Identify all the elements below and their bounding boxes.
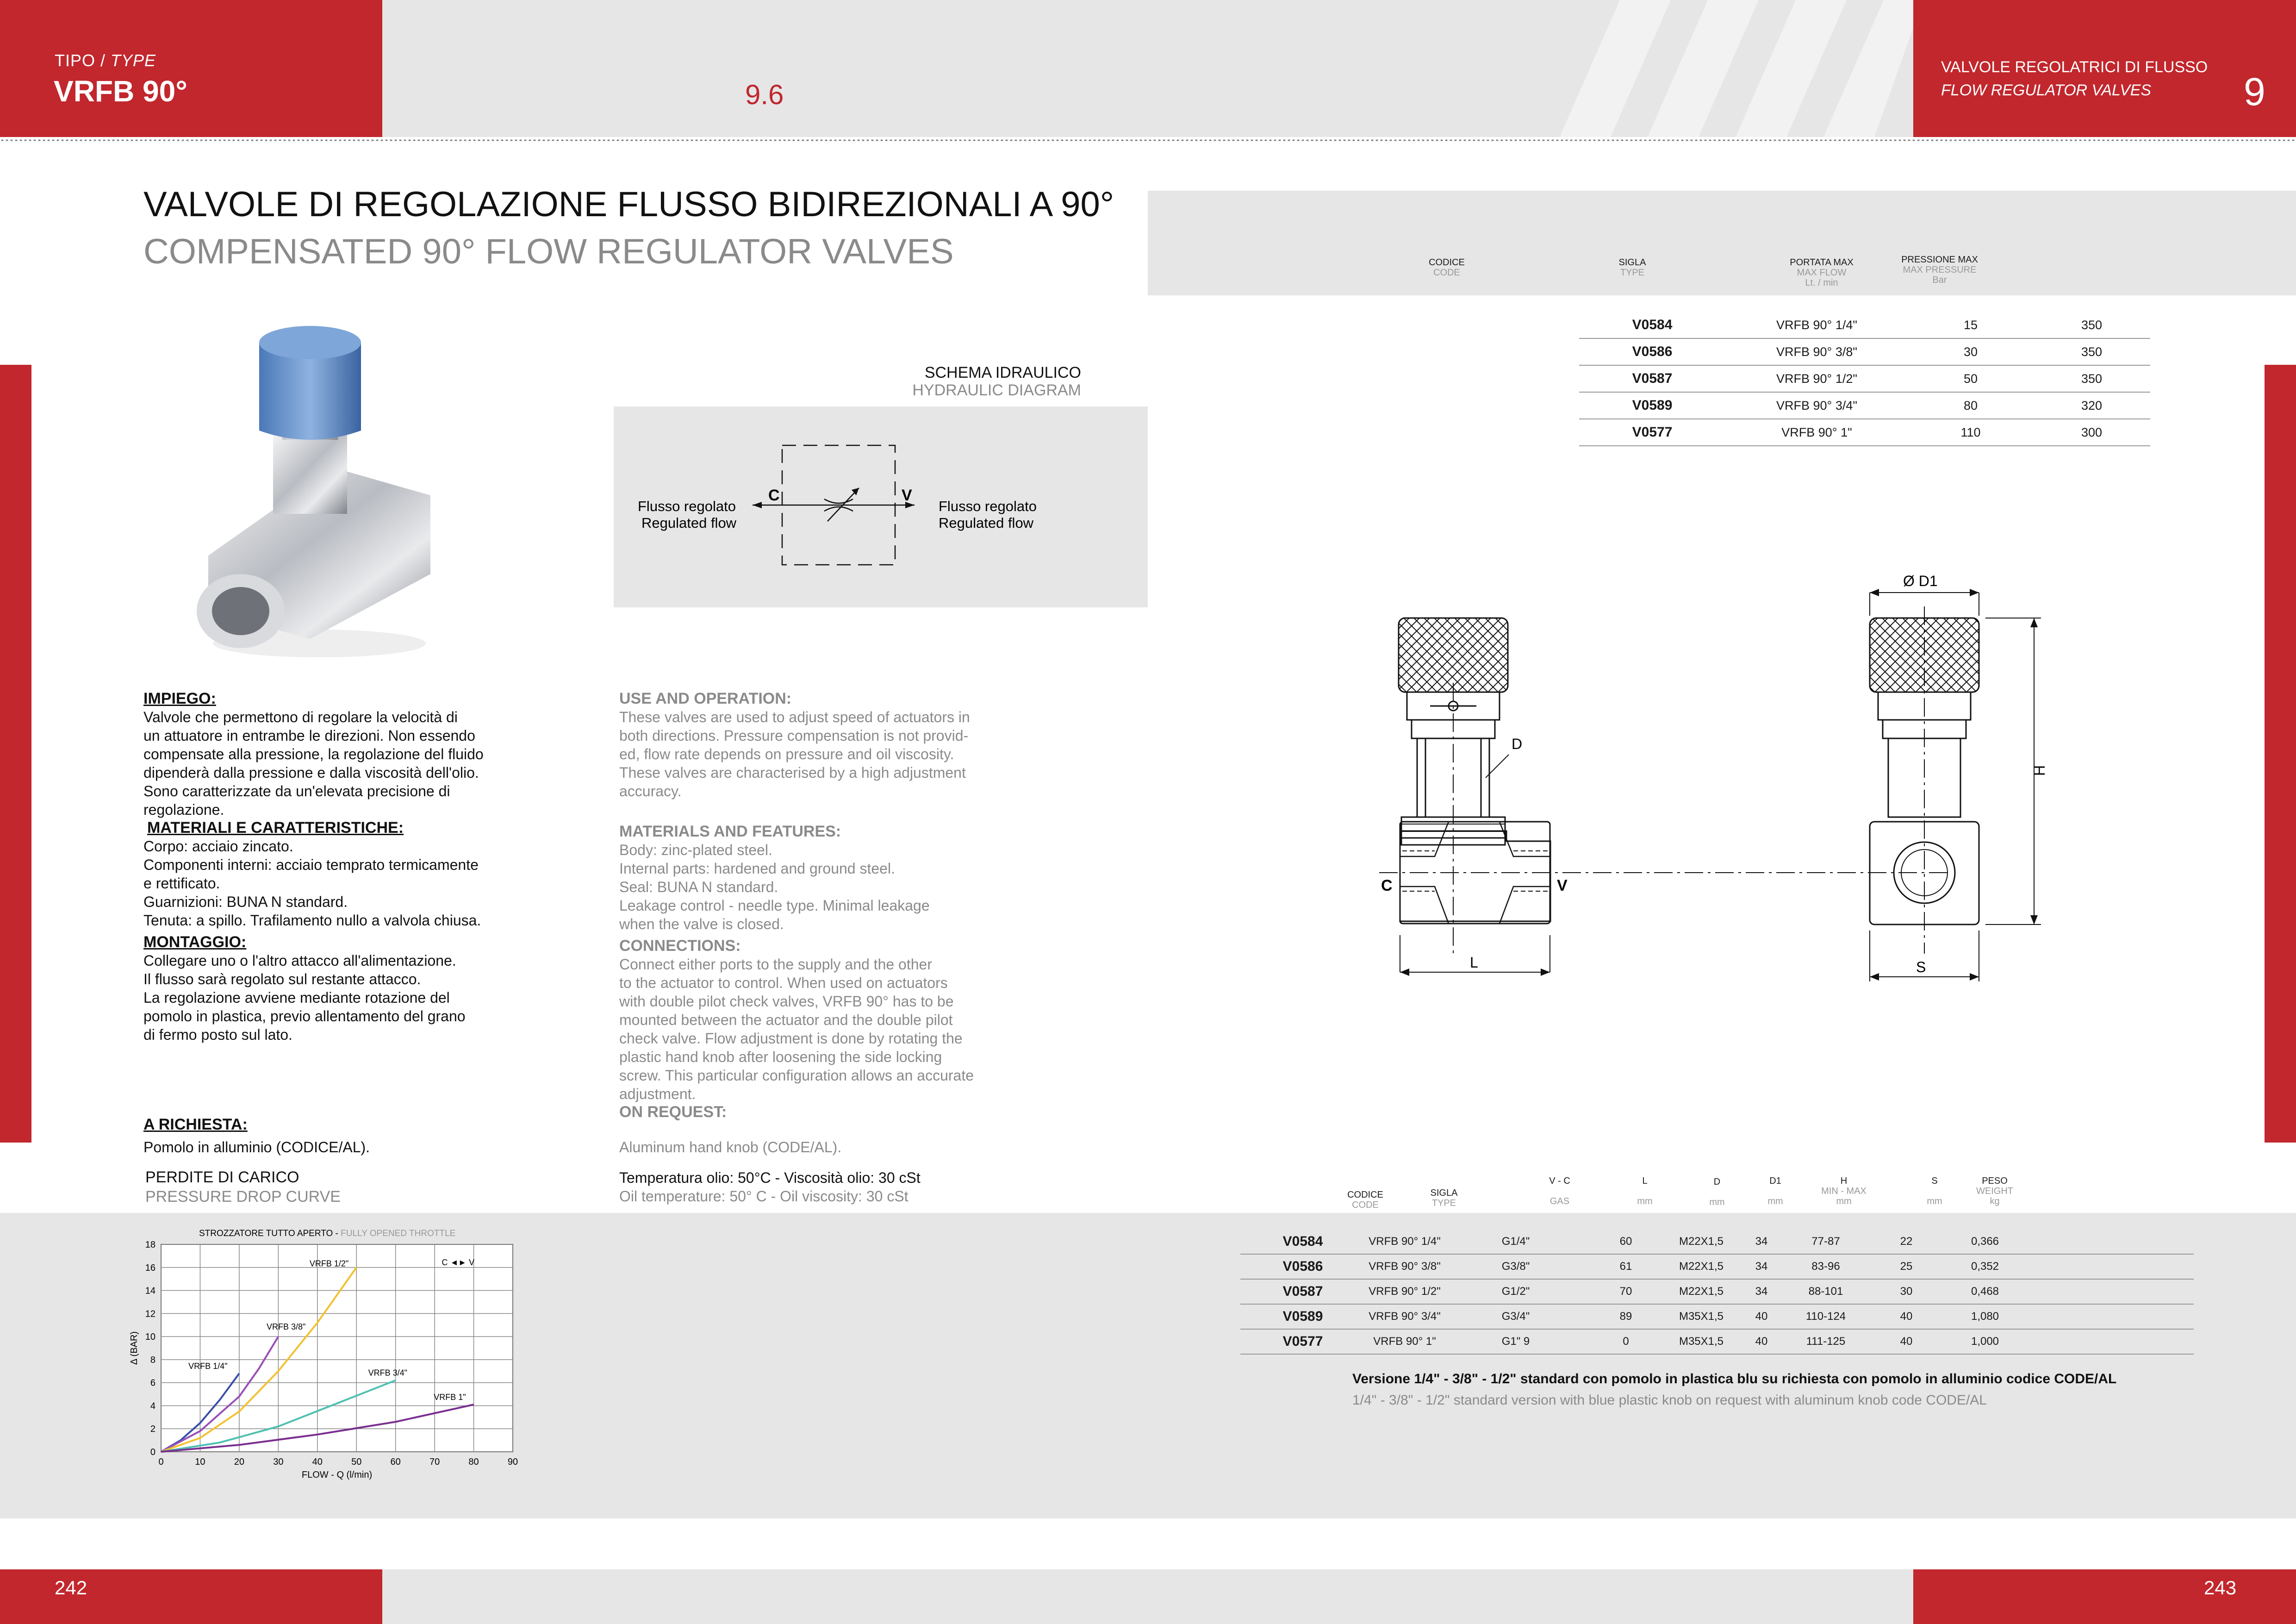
chart-x-tick-label: 80 — [468, 1457, 479, 1467]
table2-spacer — [2024, 1230, 2194, 1254]
mount-heading-it: MONTAGGIO: — [143, 933, 247, 951]
table2-cell-code: V0584 — [1240, 1230, 1365, 1254]
use-text-en: These valves are used to adjust speed of actuators in both directions. Pressure compensation is not provid- ed, flow rate depends on pressure and oil viscosity. These valves are characterised by a high adjustment accuracy. — [619, 709, 970, 800]
table2-cell-d1: 34 — [1738, 1230, 1785, 1254]
request-text-it: Pomolo in alluminio (CODICE/AL). — [143, 1139, 370, 1156]
table2-cell-type: VRFB 90° 3/8" — [1365, 1254, 1444, 1279]
table2-cell-d1: 40 — [1738, 1304, 1785, 1329]
chart-x-tick-label: 20 — [234, 1457, 245, 1467]
table2-header-l: L mm — [1637, 1176, 1653, 1206]
header-category-en: FLOW REGULATOR VALVES — [1941, 81, 2152, 99]
hydraulic-right-label-en: Regulated flow — [939, 515, 1034, 531]
connections-text-en: Connect either ports to the supply and the other to the actuator to control. When used on actuators with double pilot check valves, VRFB 90° has to be mounted between the actuator and the double pilot check valve. Flow adjustment is done by rotating the plastic hand knob after loosening the side locking screw. This particular configuration allows an accurate adjustment. — [619, 956, 974, 1102]
table1-cell-type: VRFB 90° 1/2" — [1725, 365, 1908, 392]
table2-cell-s: 40 — [1867, 1304, 1946, 1329]
table1-cell-code: V0589 — [1579, 392, 1725, 419]
table2-cell-l: 60 — [1587, 1230, 1664, 1254]
table2-cell-h: 111-125 — [1785, 1329, 1867, 1354]
table1-spacer — [1276, 312, 1579, 338]
table1-cell-flow: 50 — [1908, 365, 2033, 392]
table2-header-h: H MIN - MAX mm — [1821, 1176, 1867, 1206]
page-number-right: 243 — [2204, 1577, 2237, 1599]
materials-text-en: Body: zinc-plated steel. Internal parts: hardened and ground steel. Seal: BUNA N standard. Leakage control - needle type. Minimal leakage when the valve is closed. — [619, 842, 930, 932]
table1-header — [1276, 255, 2150, 294]
table1-spacer — [1276, 365, 1579, 392]
table2-cell-gas: G3/8" — [1444, 1254, 1587, 1279]
oil-temp-it: Temperatura olio: 50°C - Viscosità olio: 30 cSt — [619, 1169, 921, 1186]
drawing-label-d1: Ø D1 — [1903, 573, 1938, 589]
table2-spacer — [2024, 1329, 2194, 1354]
table2-cell-type: VRFB 90° 1/2" — [1365, 1279, 1444, 1304]
table2-cell-d1: 34 — [1738, 1279, 1785, 1304]
table2-cell-h: 83-96 — [1785, 1254, 1867, 1279]
table1-row — [1276, 365, 2150, 392]
pressure-drop-heading-en: PRESSURE DROP CURVE — [145, 1188, 341, 1206]
drawing-front-view — [1870, 593, 2041, 981]
table2-cell-code: V0586 — [1240, 1254, 1365, 1279]
table1-cell-type: VRFB 90° 3/8" — [1725, 338, 1908, 365]
drawing-label-h: H — [2031, 765, 2048, 776]
table2-cell-d: M22X1,5 — [1664, 1279, 1738, 1304]
use-text-it: Valvole che permettono di regolare la velocità di un attuatore in entrambe le direzioni. Non essendo compensate alla pressione, la regolazione del fluido dipenderà dalla pressione e dalla viscosità dell'olio. Sono caratterizzate da un'elevata precisione di regolazione. — [143, 709, 484, 818]
table1-row — [1276, 312, 2150, 338]
table2-cell-s: 40 — [1867, 1329, 1946, 1354]
table2-cell-h: 88-101 — [1785, 1279, 1867, 1304]
left-side-bar — [0, 365, 31, 1143]
table2-row — [1240, 1230, 2194, 1254]
page-title-it: VALVOLE DI REGOLAZIONE FLUSSO BIDIREZIONALI A 90° — [143, 185, 1114, 224]
chart-y-tick-label: 10 — [145, 1332, 156, 1343]
hydraulic-port-v: V — [902, 487, 912, 504]
table1 — [1276, 312, 2150, 446]
table2-header-code: CODICE CODE — [1347, 1190, 1383, 1210]
table2-cell-weight: 0,468 — [1946, 1279, 2024, 1304]
chart-x-tick-label: 30 — [273, 1457, 284, 1467]
header-model: VRFB 90° — [54, 75, 187, 108]
table2-cell-s: 30 — [1867, 1279, 1946, 1304]
table1-cell-code: V0584 — [1579, 312, 1725, 338]
table1-cell-pressure: 350 — [2033, 312, 2150, 338]
page-title-en: COMPENSATED 90° FLOW REGULATOR VALVES — [143, 232, 954, 271]
table2-cell-h: 110-124 — [1785, 1304, 1867, 1329]
table2-header-type: SIGLA TYPE — [1430, 1188, 1458, 1208]
chart-series-label: VRFB 1/4" — [188, 1361, 228, 1371]
table2-spacer — [2024, 1304, 2194, 1329]
table1-header-code: CODICE CODE — [1429, 257, 1465, 278]
table1-spacer — [1276, 338, 1579, 365]
table2-spacer — [2024, 1254, 2194, 1279]
materials-text-it: Corpo: acciaio zincato. Componenti interni: acciaio temprato termicamente e rettificato. Guarnizioni: BUNA N standard. Tenuta: a spillo. Trafilamento nullo a valvola chiusa. — [143, 838, 481, 929]
table1-cell-flow: 80 — [1908, 392, 2033, 419]
hydraulic-diagram — [614, 406, 1148, 607]
chart-y-tick-label: 4 — [150, 1401, 156, 1412]
footer-grey-band — [382, 1569, 1913, 1624]
header-logo-stripes — [1532, 0, 1913, 137]
chart-y-tick-label: 2 — [150, 1424, 156, 1435]
english-text-column — [619, 690, 1036, 1121]
hydraulic-heading-it: SCHEMA IDRAULICO — [924, 364, 1081, 381]
drawing-label-l: L — [1470, 954, 1478, 971]
request-text-en: Aluminum hand knob (CODE/AL). — [619, 1139, 842, 1156]
table2-header-d1: D1 mm — [1767, 1176, 1783, 1206]
table2-cell-d1: 34 — [1738, 1254, 1785, 1279]
chart-x-tick-label: 40 — [312, 1457, 323, 1467]
table2-cell-gas: G3/4" — [1444, 1304, 1587, 1329]
table2-cell-h: 77-87 — [1785, 1230, 1867, 1254]
table2-cell-gas: G1/4" — [1444, 1230, 1587, 1254]
chart-x-tick-label: 0 — [158, 1457, 164, 1467]
header-type-label — [55, 51, 156, 70]
pressure-drop-chart-panel — [125, 1222, 541, 1495]
table2-note-en: 1/4" - 3/8" - 1/2" standard version with blue plastic knob on request with aluminum knob code CODE/AL — [1352, 1393, 1987, 1408]
table2-cell-gas: G1" 9 — [1444, 1329, 1587, 1354]
italian-text-column — [143, 690, 523, 1044]
chart-y-tick-label: 14 — [145, 1286, 156, 1296]
table1-header-type: SIGLA TYPE — [1618, 257, 1646, 278]
table1-cell-flow: 15 — [1908, 312, 2033, 338]
table1-cell-type: VRFB 90° 3/4" — [1725, 392, 1908, 419]
mount-text-it: Collegare uno o l'altro attacco all'alimentazione. Il flusso sarà regolato sul restante attacco. La regolazione avviene mediante rotazione del pomolo in plastica, previo allentamento del grano di fermo posto sul lato. — [143, 952, 466, 1043]
table1-cell-code: V0587 — [1579, 365, 1725, 392]
header-section-number: 9.6 — [745, 79, 784, 110]
chart-x-tick-label: 50 — [351, 1457, 362, 1467]
technical-drawing — [1361, 565, 2073, 995]
type-label-it: TIPO — [55, 51, 96, 70]
chart-y-tick-label: 16 — [145, 1262, 156, 1273]
table2-cell-d: M35X1,5 — [1664, 1329, 1738, 1354]
chart-x-tick-label: 70 — [429, 1457, 440, 1467]
table2-cell-type: VRFB 90° 3/4" — [1365, 1304, 1444, 1329]
product-photo — [180, 315, 454, 667]
table2-cell-d: M35X1,5 — [1664, 1304, 1738, 1329]
table1-cell-flow: 110 — [1908, 419, 2033, 446]
header-dotted-line — [0, 139, 2296, 142]
table2-cell-l: 89 — [1587, 1304, 1664, 1329]
chart-y-tick-label: 6 — [150, 1378, 156, 1388]
type-label-sep: / — [95, 51, 111, 70]
table2-note-it: Versione 1/4" - 3/8" - 1/2" standard con pomolo in plastica blu su richiesta con pomolo in alluminio codice CODE/AL — [1352, 1371, 2117, 1387]
table2-cell-d: M22X1,5 — [1664, 1230, 1738, 1254]
chart-y-tick-label: 8 — [150, 1355, 156, 1365]
hydraulic-right-label-it: Flusso regolato — [939, 498, 1037, 514]
table2-cell-gas: G1/2" — [1444, 1279, 1587, 1304]
table2-row — [1240, 1279, 2194, 1304]
header-chapter: 9 — [2244, 70, 2265, 113]
drawing-label-s: S — [1916, 959, 1926, 975]
table2-cell-type: VRFB 90° 1" — [1365, 1329, 1444, 1354]
table2-cell-weight: 1,080 — [1946, 1304, 2024, 1329]
chart-series-label: VRFB 1/2" — [309, 1259, 349, 1268]
table2-cell-code: V0589 — [1240, 1304, 1365, 1329]
type-label-en: TYPE — [111, 51, 156, 70]
hydraulic-heading-en: HYDRAULIC DIAGRAM — [912, 381, 1081, 399]
pressure-drop-heading-it: PERDITE DI CARICO — [145, 1168, 299, 1186]
header-category-it: VALVOLE REGOLATRICI DI FLUSSO — [1941, 58, 2208, 76]
table1-cell-type: VRFB 90° 1" — [1725, 419, 1908, 446]
table1-cell-type: VRFB 90° 1/4" — [1725, 312, 1908, 338]
table1-row — [1276, 392, 2150, 419]
right-side-bar — [2265, 365, 2296, 1143]
table2-cell-l: 61 — [1587, 1254, 1664, 1279]
footer-right-red-block — [1913, 1569, 2296, 1624]
table2-header-weight: PESO WEIGHT kg — [1976, 1176, 2013, 1206]
oil-temp-en: Oil temperature: 50° C - Oil viscosity: 30 cSt — [619, 1188, 908, 1205]
table2-cell-d1: 40 — [1738, 1329, 1785, 1354]
table2-cell-s: 25 — [1867, 1254, 1946, 1279]
hydraulic-port-c: C — [768, 487, 780, 504]
chart-x-tick-label: 90 — [507, 1457, 518, 1467]
drawing-side-view — [1379, 618, 1948, 972]
table1-spacer — [1276, 392, 1579, 419]
table2-cell-weight: 1,000 — [1946, 1329, 2024, 1354]
table2 — [1240, 1230, 2194, 1355]
drawing-label-c: C — [1381, 877, 1393, 894]
chart-x-axis-label: FLOW - Q (l/min) — [301, 1470, 373, 1480]
chart-series-label: VRFB 3/4" — [368, 1368, 407, 1378]
request-heading-en: ON REQUEST: — [619, 1103, 727, 1121]
chart-x-tick-label: 60 — [390, 1457, 401, 1467]
table1-cell-pressure: 320 — [2033, 392, 2150, 419]
hydraulic-diagram-panel — [614, 406, 1148, 607]
table2-cell-weight: 0,366 — [1946, 1230, 2024, 1254]
table2-header-s: S mm — [1927, 1176, 1942, 1206]
table1-header-pressure: PRESSIONE MAX MAX PRESSURE Bar — [1901, 255, 1978, 285]
chart-y-tick-label: 12 — [145, 1309, 156, 1319]
pressure-drop-chart — [125, 1222, 541, 1495]
table2-header-gas: V - C GAS — [1549, 1176, 1570, 1206]
table2-cell-d: M22X1,5 — [1664, 1254, 1738, 1279]
request-heading-it: A RICHIESTA: — [143, 1116, 248, 1133]
table1-cell-pressure: 350 — [2033, 338, 2150, 365]
table2-row — [1240, 1304, 2194, 1329]
chart-x-tick-label: 10 — [195, 1457, 205, 1467]
chart-series-label: VRFB 3/8" — [267, 1322, 306, 1332]
drawing-label-v: V — [1557, 877, 1568, 894]
table2-cell-code: V0577 — [1240, 1329, 1365, 1354]
table1-row — [1276, 419, 2150, 446]
table2-cell-s: 22 — [1867, 1230, 1946, 1254]
table2-cell-weight: 0,352 — [1946, 1254, 2024, 1279]
connections-heading-en: CONNECTIONS: — [619, 937, 741, 955]
chart-plot-area — [161, 1244, 513, 1452]
chart-series-label: VRFB 1" — [434, 1393, 466, 1402]
table1-cell-pressure: 300 — [2033, 419, 2150, 446]
chart-y-axis-label: Δ (BAR) — [129, 1331, 139, 1365]
table1-spacer — [1276, 419, 1579, 446]
table2-spacer — [2024, 1279, 2194, 1304]
table2-row — [1240, 1329, 2194, 1354]
materials-heading-it: MATERIALI E CARATTERISTICHE: — [147, 819, 404, 837]
table2-cell-l: 70 — [1587, 1279, 1664, 1304]
table2-cell-code: V0587 — [1240, 1279, 1365, 1304]
chart-y-tick-label: 18 — [145, 1240, 156, 1250]
table1-cell-pressure: 350 — [2033, 365, 2150, 392]
chart-title: STROZZATORE TUTTO APERTO - FULLY OPENED THROTTLE — [199, 1229, 456, 1238]
chart-flow-marker: C ◄► V — [442, 1257, 475, 1267]
table1-cell-code: V0577 — [1579, 419, 1725, 446]
table2-cell-l: 0 — [1587, 1329, 1664, 1354]
use-heading-en: USE AND OPERATION: — [619, 690, 792, 707]
table1-row — [1276, 338, 2150, 365]
table1-header-flow: PORTATA MAX MAX FLOW Lt. / min — [1790, 257, 1854, 288]
use-heading-it: IMPIEGO: — [143, 690, 216, 707]
chart-y-tick-label: 0 — [150, 1447, 156, 1457]
page-number-left: 242 — [55, 1577, 87, 1599]
hydraulic-left-label-it: Flusso regolato — [638, 498, 736, 514]
table2-row — [1240, 1254, 2194, 1279]
table2-header-d: D mm — [1709, 1177, 1725, 1207]
table2-header — [1240, 1171, 2194, 1216]
table1-cell-flow: 30 — [1908, 338, 2033, 365]
materials-heading-en: MATERIALS AND FEATURES: — [619, 823, 841, 840]
table2-cell-type: VRFB 90° 1/4" — [1365, 1230, 1444, 1254]
drawing-label-d: D — [1512, 736, 1523, 752]
hydraulic-left-label-en: Regulated flow — [641, 515, 737, 531]
table1-cell-code: V0586 — [1579, 338, 1725, 365]
